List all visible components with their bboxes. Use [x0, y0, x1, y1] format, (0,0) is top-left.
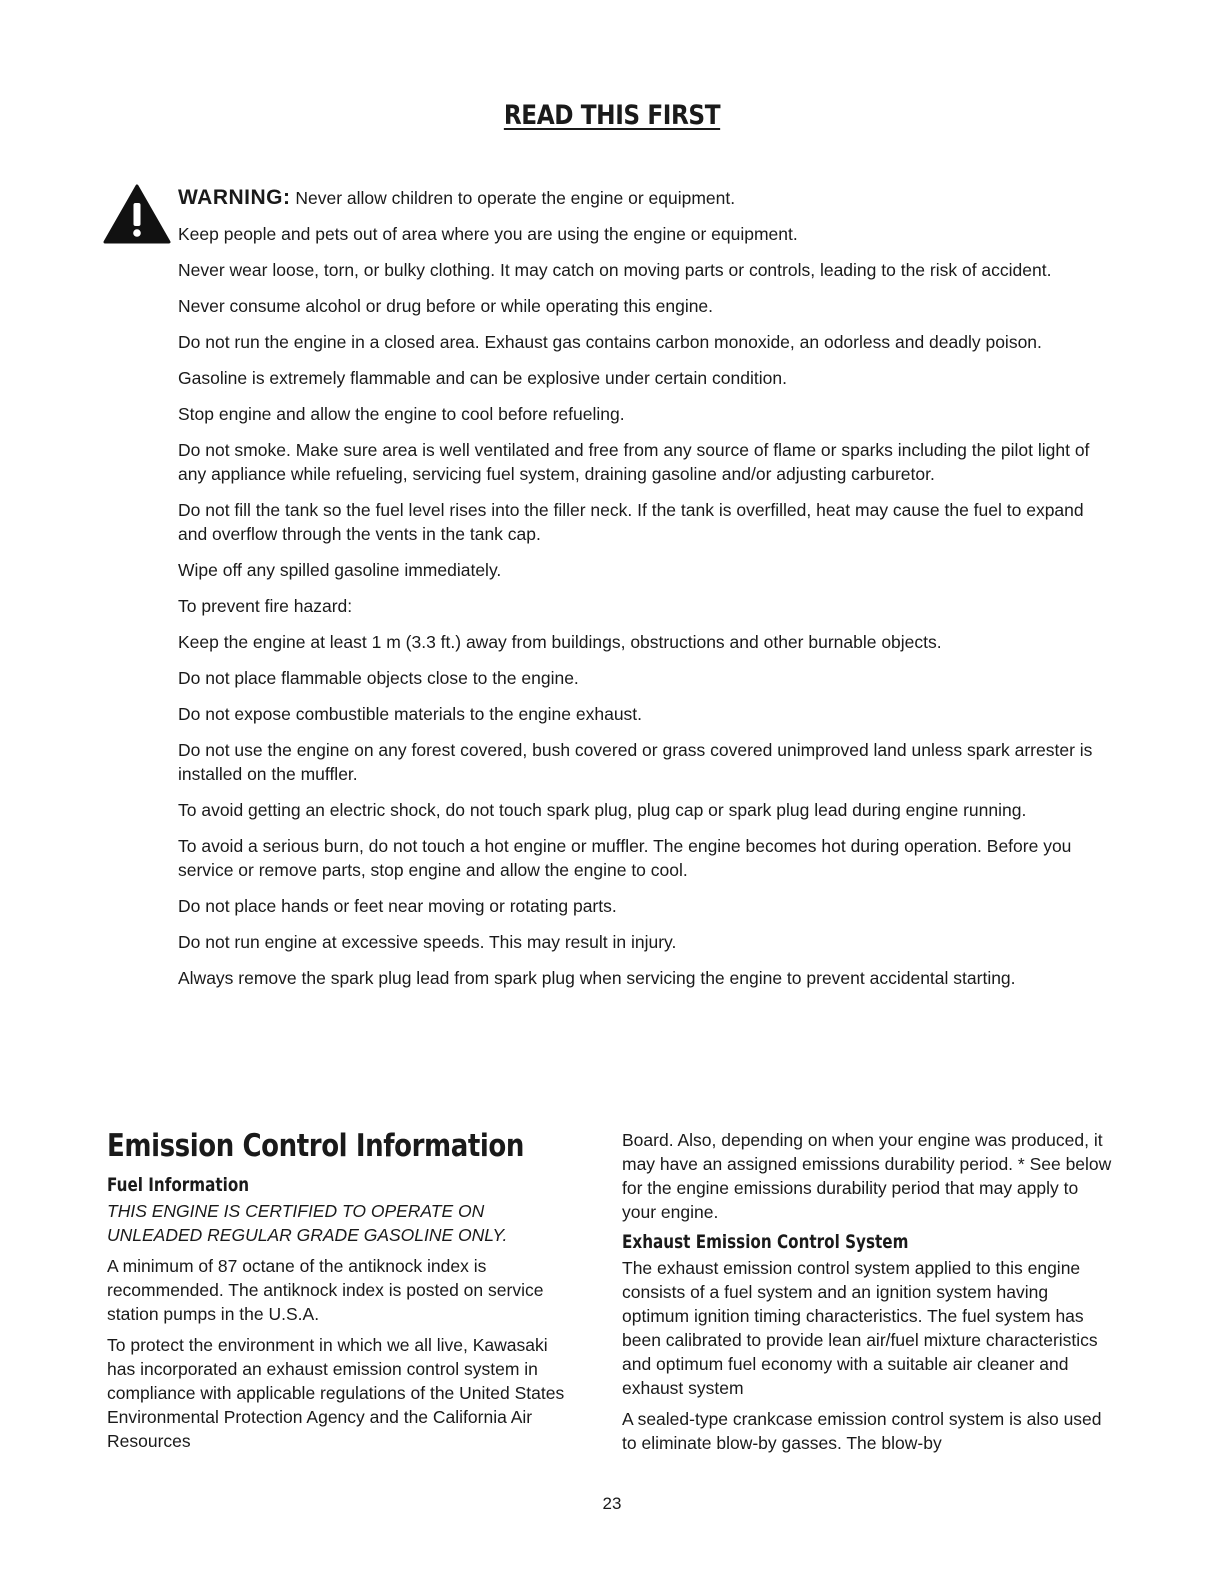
warning-item: Never consume alcohol or drug before or while operating this engine.: [178, 296, 714, 316]
warning-list: [178, 222, 1108, 990]
warning-item: To avoid a serious burn, do not touch a hot engine or muffler. The engine becomes hot during operation. Before you service or remove parts, stop engine and allow the engine to cool.: [178, 836, 1072, 880]
board-continued-text: Board. Also, depending on when your engine was produced, it may have an assigned emissions durability period. * See below for the engine emissions durability period that may apply to your engine.: [622, 1130, 1112, 1222]
warning-item: To prevent fire hazard:: [178, 596, 353, 616]
warning-item: Always remove the spark plug lead from spark plug when servicing the engine to prevent accidental starting.: [178, 968, 1016, 988]
fuel-environment-text: To protect the environment in which we all live, Kawasaki has incorporated an exhaust emission control system in compliance with applicable regulations of the United States Environmental Protection Agency and the California Air Resources: [107, 1335, 565, 1451]
warning-item: Do not run the engine in a closed area. Exhaust gas contains carbon monoxide, an odorless and deadly poison.: [178, 332, 1042, 352]
warning-item: Do not use the engine on any forest covered, bush covered or grass covered unimproved land unless spark arrester is installed on the muffler.: [178, 740, 1093, 784]
warning-item: Keep the engine at least 1 m (3.3 ft.) away from buildings, obstructions and other burnable objects.: [178, 632, 942, 652]
emission-right-column: [622, 1128, 1112, 1462]
warning-item: To avoid getting an electric shock, do not touch spark plug, plug cap or spark plug lead during engine running.: [178, 800, 1027, 820]
warning-label: WARNING:: [178, 186, 291, 209]
warning-first-text: Never allow children to operate the engine or equipment.: [295, 188, 736, 208]
page-title: READ THIS FIRST: [503, 100, 721, 131]
fuel-certified-text: THIS ENGINE IS CERTIFIED TO OPERATE ON UNLEADED REGULAR GRADE GASOLINE ONLY.: [107, 1201, 508, 1245]
warning-item: Do not place hands or feet near moving or rotating parts.: [178, 896, 617, 916]
warning-triangle-icon: [103, 183, 171, 245]
emission-section-title: Emission Control Information: [107, 1128, 525, 1164]
page-number: 23: [602, 1494, 622, 1513]
emission-left-column: [107, 1128, 577, 1460]
warning-item: Keep people and pets out of area where you are using the engine or equipment.: [178, 224, 798, 244]
warning-item: Wipe off any spilled gasoline immediately.: [178, 560, 502, 580]
warning-item: Never wear loose, torn, or bulky clothing. It may catch on moving parts or controls, leading to the risk of accident.: [178, 260, 1052, 280]
exhaust-system-text: The exhaust emission control system applied to this engine consists of a fuel system and an ignition system having optimum ignition timing characteristics. The fuel system has been calibrated to provide lean air/fuel mixture characteristics and optimum fuel economy with a suitable air cleaner and exhaust system: [622, 1258, 1098, 1398]
warning-section: [178, 186, 1108, 1002]
warning-item: Gasoline is extremely flammable and can be explosive under certain condition.: [178, 368, 787, 388]
fuel-information-heading: Fuel Information: [107, 1174, 250, 1196]
crankcase-text: A sealed-type crankcase emission control system is also used to eliminate blow-by gasses. The blow-by: [622, 1409, 1102, 1453]
warning-item: Do not fill the tank so the fuel level rises into the filler neck. If the tank is overfilled, heat may cause the fuel to expand and overflow through the vents in the tank cap.: [178, 500, 1084, 544]
warning-item: Do not run engine at excessive speeds. This may result in injury.: [178, 932, 677, 952]
warning-item: Stop engine and allow the engine to cool before refueling.: [178, 404, 625, 424]
fuel-octane-text: A minimum of 87 octane of the antiknock index is recommended. The antiknock index is posted on service station pumps in the U.S.A.: [107, 1256, 544, 1324]
warning-item: Do not smoke. Make sure area is well ventilated and free from any source of flame or sparks including the pilot light of any appliance while refueling, servicing fuel system, draining gasoline and/or adjusting carburetor.: [178, 440, 1090, 484]
warning-item: Do not expose combustible materials to the engine exhaust.: [178, 704, 643, 724]
warning-first-line: [178, 186, 1108, 210]
exhaust-emission-heading: Exhaust Emission Control System: [622, 1231, 909, 1253]
warning-item: Do not place flammable objects close to the engine.: [178, 668, 579, 688]
